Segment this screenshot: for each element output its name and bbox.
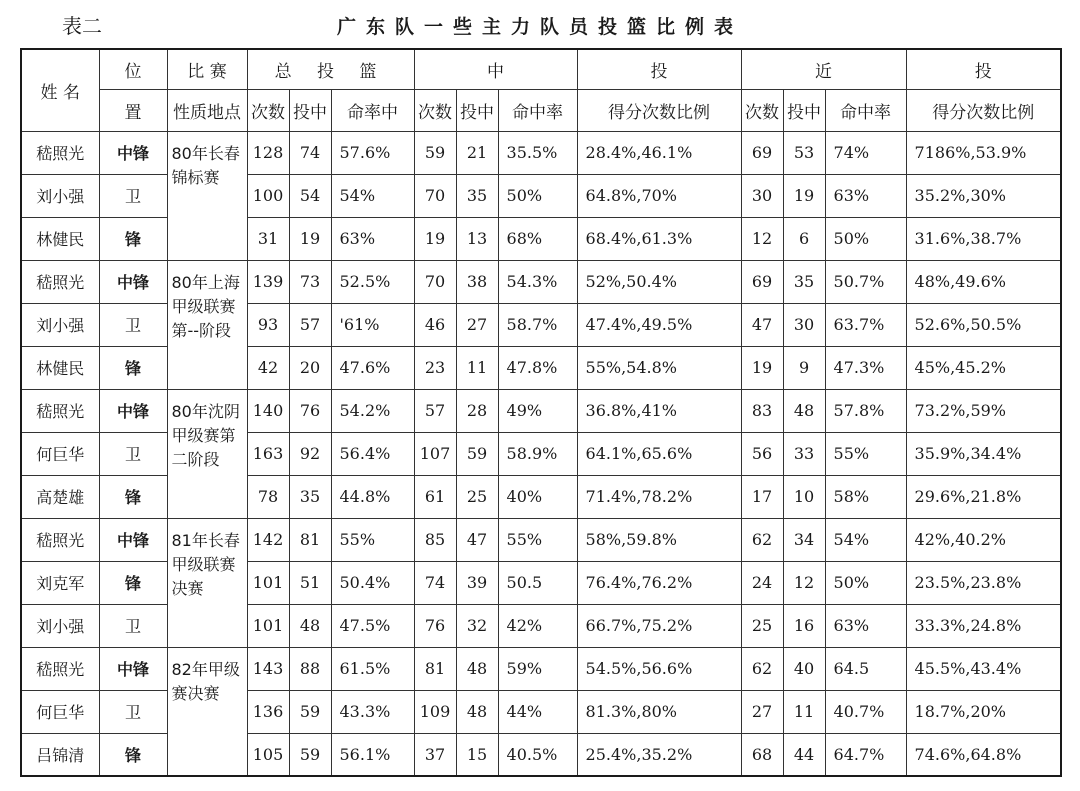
total-made: 74: [289, 131, 331, 174]
near-made: 9: [783, 346, 825, 389]
total-made: 51: [289, 561, 331, 604]
near-rate: 50.7%: [825, 260, 906, 303]
near-rate: 55%: [825, 432, 906, 475]
mid-ratio: 64.1%,65.6%: [577, 432, 741, 475]
near-rate: 54%: [825, 518, 906, 561]
near-rate: 64.5: [825, 647, 906, 690]
total-made: 20: [289, 346, 331, 389]
mid-rate: 44%: [498, 690, 577, 733]
total-attempts: 105: [247, 733, 289, 776]
mid-attempts: 61: [414, 475, 456, 518]
player-position: 锋: [99, 346, 167, 389]
near-ratio: 23.5%,23.8%: [906, 561, 1061, 604]
subheader-total-attempts: 次数: [247, 89, 289, 131]
subheader-total-rate: 命率中: [331, 89, 414, 131]
player-position: 锋: [99, 475, 167, 518]
header-close-range-b: 投: [906, 49, 1061, 89]
total-rate: 54.2%: [331, 389, 414, 432]
mid-made: 13: [456, 217, 498, 260]
near-made: 19: [783, 174, 825, 217]
player-name: 何巨华: [21, 432, 99, 475]
total-rate: 43.3%: [331, 690, 414, 733]
mid-attempts: 74: [414, 561, 456, 604]
total-rate: 47.6%: [331, 346, 414, 389]
mid-made: 59: [456, 432, 498, 475]
subheader-mid-made: 投中: [456, 89, 498, 131]
near-ratio: 35.2%,30%: [906, 174, 1061, 217]
table-row: [21, 131, 1061, 174]
total-rate: 52.5%: [331, 260, 414, 303]
player-name: 刘小强: [21, 303, 99, 346]
mid-attempts: 37: [414, 733, 456, 776]
mid-attempts: 23: [414, 346, 456, 389]
mid-rate: 58.7%: [498, 303, 577, 346]
near-attempts: 27: [741, 690, 783, 733]
mid-rate: 58.9%: [498, 432, 577, 475]
subheader-mid-rate: 命中率: [498, 89, 577, 131]
total-made: 92: [289, 432, 331, 475]
player-position: 锋: [99, 561, 167, 604]
total-made: 59: [289, 690, 331, 733]
near-made: 11: [783, 690, 825, 733]
player-name: 嵇照光: [21, 131, 99, 174]
player-position: 卫: [99, 690, 167, 733]
total-attempts: 163: [247, 432, 289, 475]
mid-rate: 40%: [498, 475, 577, 518]
player-position: 中锋: [99, 518, 167, 561]
near-ratio: 52.6%,50.5%: [906, 303, 1061, 346]
mid-rate: 35.5%: [498, 131, 577, 174]
mid-ratio: 55%,54.8%: [577, 346, 741, 389]
near-ratio: 29.6%,21.8%: [906, 475, 1061, 518]
header-total-shots: 总 投 篮: [247, 49, 414, 89]
player-name: 林健民: [21, 346, 99, 389]
mid-attempts: 70: [414, 174, 456, 217]
near-ratio: 45%,45.2%: [906, 346, 1061, 389]
mid-rate: 55%: [498, 518, 577, 561]
mid-ratio: 52%,50.4%: [577, 260, 741, 303]
near-attempts: 30: [741, 174, 783, 217]
player-name: 刘小强: [21, 174, 99, 217]
total-attempts: 101: [247, 561, 289, 604]
total-attempts: 128: [247, 131, 289, 174]
mid-made: 48: [456, 690, 498, 733]
total-attempts: 140: [247, 389, 289, 432]
mid-made: 35: [456, 174, 498, 217]
mid-attempts: 81: [414, 647, 456, 690]
mid-made: 48: [456, 647, 498, 690]
mid-made: 27: [456, 303, 498, 346]
total-attempts: 78: [247, 475, 289, 518]
near-attempts: 69: [741, 260, 783, 303]
player-name: 嵇照光: [21, 260, 99, 303]
mid-ratio: 64.8%,70%: [577, 174, 741, 217]
near-ratio: 74.6%,64.8%: [906, 733, 1061, 776]
total-made: 57: [289, 303, 331, 346]
near-attempts: 69: [741, 131, 783, 174]
total-attempts: 42: [247, 346, 289, 389]
near-made: 16: [783, 604, 825, 647]
near-attempts: 17: [741, 475, 783, 518]
match-info: 80年沈阴甲级赛第二阶段: [167, 389, 247, 518]
subheader-total-made: 投中: [289, 89, 331, 131]
subheader-near-attempts: 次数: [741, 89, 783, 131]
player-name: 嵇照光: [21, 647, 99, 690]
mid-rate: 54.3%: [498, 260, 577, 303]
player-position: 锋: [99, 733, 167, 776]
total-rate: 54%: [331, 174, 414, 217]
match-info: 82年甲级赛决赛: [167, 647, 247, 776]
near-made: 6: [783, 217, 825, 260]
total-attempts: 100: [247, 174, 289, 217]
near-attempts: 25: [741, 604, 783, 647]
mid-rate: 50.5: [498, 561, 577, 604]
mid-ratio: 68.4%,61.3%: [577, 217, 741, 260]
near-ratio: 33.3%,24.8%: [906, 604, 1061, 647]
mid-ratio: 54.5%,56.6%: [577, 647, 741, 690]
near-made: 10: [783, 475, 825, 518]
near-rate: 50%: [825, 561, 906, 604]
near-rate: 64.7%: [825, 733, 906, 776]
total-attempts: 136: [247, 690, 289, 733]
near-made: 12: [783, 561, 825, 604]
player-position: 锋: [99, 217, 167, 260]
mid-made: 25: [456, 475, 498, 518]
table-row: [21, 518, 1061, 561]
player-name: 林健民: [21, 217, 99, 260]
near-attempts: 19: [741, 346, 783, 389]
mid-made: 47: [456, 518, 498, 561]
near-made: 33: [783, 432, 825, 475]
total-made: 35: [289, 475, 331, 518]
near-attempts: 83: [741, 389, 783, 432]
total-rate: 50.4%: [331, 561, 414, 604]
player-name: 刘克军: [21, 561, 99, 604]
near-rate: 63%: [825, 604, 906, 647]
near-attempts: 68: [741, 733, 783, 776]
total-rate: 47.5%: [331, 604, 414, 647]
total-made: 73: [289, 260, 331, 303]
near-rate: 47.3%: [825, 346, 906, 389]
header-match-bottom: 性质地点: [167, 89, 247, 131]
mid-ratio: 58%,59.8%: [577, 518, 741, 561]
mid-ratio: 71.4%,78.2%: [577, 475, 741, 518]
subheader-near-made: 投中: [783, 89, 825, 131]
total-attempts: 31: [247, 217, 289, 260]
mid-rate: 49%: [498, 389, 577, 432]
player-position: 卫: [99, 432, 167, 475]
total-attempts: 143: [247, 647, 289, 690]
near-attempts: 12: [741, 217, 783, 260]
total-made: 81: [289, 518, 331, 561]
near-made: 48: [783, 389, 825, 432]
near-ratio: 35.9%,34.4%: [906, 432, 1061, 475]
mid-rate: 40.5%: [498, 733, 577, 776]
mid-ratio: 76.4%,76.2%: [577, 561, 741, 604]
mid-attempts: 107: [414, 432, 456, 475]
player-position: 卫: [99, 174, 167, 217]
header-position-top: 位: [99, 49, 167, 89]
near-ratio: 31.6%,38.7%: [906, 217, 1061, 260]
near-rate: 63%: [825, 174, 906, 217]
near-rate: 63.7%: [825, 303, 906, 346]
subheader-near-ratio: 得分次数比例: [906, 89, 1061, 131]
near-made: 34: [783, 518, 825, 561]
player-position: 中锋: [99, 131, 167, 174]
near-ratio: 42%,40.2%: [906, 518, 1061, 561]
header-name: 姓 名: [21, 49, 99, 131]
mid-attempts: 85: [414, 518, 456, 561]
total-attempts: 93: [247, 303, 289, 346]
total-rate: 61.5%: [331, 647, 414, 690]
near-ratio: 7186%,53.9%: [906, 131, 1061, 174]
mid-ratio: 25.4%,35.2%: [577, 733, 741, 776]
table-row: [21, 647, 1061, 690]
near-made: 35: [783, 260, 825, 303]
mid-rate: 68%: [498, 217, 577, 260]
player-name: 高楚雄: [21, 475, 99, 518]
total-made: 59: [289, 733, 331, 776]
total-made: 88: [289, 647, 331, 690]
match-info: 81年长春甲级联赛决赛: [167, 518, 247, 647]
subheader-mid-attempts: 次数: [414, 89, 456, 131]
mid-ratio: 36.8%,41%: [577, 389, 741, 432]
near-made: 44: [783, 733, 825, 776]
total-rate: 44.8%: [331, 475, 414, 518]
total-rate: 56.1%: [331, 733, 414, 776]
mid-ratio: 81.3%,80%: [577, 690, 741, 733]
near-attempts: 62: [741, 518, 783, 561]
total-rate: 63%: [331, 217, 414, 260]
near-attempts: 24: [741, 561, 783, 604]
total-made: 76: [289, 389, 331, 432]
near-ratio: 73.2%,59%: [906, 389, 1061, 432]
mid-ratio: 28.4%,46.1%: [577, 131, 741, 174]
total-attempts: 142: [247, 518, 289, 561]
player-position: 中锋: [99, 260, 167, 303]
near-made: 30: [783, 303, 825, 346]
near-attempts: 62: [741, 647, 783, 690]
player-name: 何巨华: [21, 690, 99, 733]
mid-made: 32: [456, 604, 498, 647]
near-ratio: 48%,49.6%: [906, 260, 1061, 303]
near-made: 53: [783, 131, 825, 174]
match-info: 80年长春锦标赛: [167, 131, 247, 260]
player-position: 中锋: [99, 389, 167, 432]
total-rate: 55%: [331, 518, 414, 561]
near-rate: 50%: [825, 217, 906, 260]
total-made: 48: [289, 604, 331, 647]
near-ratio: 45.5%,43.4%: [906, 647, 1061, 690]
near-rate: 57.8%: [825, 389, 906, 432]
near-attempts: 47: [741, 303, 783, 346]
header-close-range-a: 近: [741, 49, 906, 89]
mid-made: 38: [456, 260, 498, 303]
total-attempts: 101: [247, 604, 289, 647]
mid-made: 15: [456, 733, 498, 776]
mid-attempts: 70: [414, 260, 456, 303]
mid-attempts: 59: [414, 131, 456, 174]
player-name: 吕锦清: [21, 733, 99, 776]
mid-rate: 47.8%: [498, 346, 577, 389]
mid-rate: 50%: [498, 174, 577, 217]
subheader-mid-ratio: 得分次数比例: [577, 89, 741, 131]
mid-rate: 59%: [498, 647, 577, 690]
mid-attempts: 109: [414, 690, 456, 733]
near-ratio: 18.7%,20%: [906, 690, 1061, 733]
mid-attempts: 46: [414, 303, 456, 346]
player-name: 嵇照光: [21, 389, 99, 432]
shooting-stats-table: [20, 48, 1062, 777]
mid-attempts: 76: [414, 604, 456, 647]
player-name: 刘小强: [21, 604, 99, 647]
mid-rate: 42%: [498, 604, 577, 647]
player-position: 卫: [99, 604, 167, 647]
total-made: 54: [289, 174, 331, 217]
subheader-near-rate: 命中率: [825, 89, 906, 131]
match-info: 80年上海甲级联赛第--阶段: [167, 260, 247, 389]
total-attempts: 139: [247, 260, 289, 303]
mid-made: 21: [456, 131, 498, 174]
near-attempts: 56: [741, 432, 783, 475]
table-row: [21, 389, 1061, 432]
header-position-bottom: 置: [99, 89, 167, 131]
header-mid-range-b: 投: [577, 49, 741, 89]
table-title: 广东队一些主力队员投篮比例表: [336, 16, 743, 38]
total-rate: 56.4%: [331, 432, 414, 475]
mid-attempts: 57: [414, 389, 456, 432]
table-row: [21, 260, 1061, 303]
mid-made: 39: [456, 561, 498, 604]
player-name: 嵇照光: [21, 518, 99, 561]
table-label: 表二: [62, 14, 102, 38]
header-match-top: 比 赛: [167, 49, 247, 89]
near-rate: 58%: [825, 475, 906, 518]
near-made: 40: [783, 647, 825, 690]
near-rate: 40.7%: [825, 690, 906, 733]
total-rate: '61%: [331, 303, 414, 346]
header-mid-range-a: 中: [414, 49, 577, 89]
near-rate: 74%: [825, 131, 906, 174]
total-made: 19: [289, 217, 331, 260]
player-position: 卫: [99, 303, 167, 346]
mid-attempts: 19: [414, 217, 456, 260]
total-rate: 57.6%: [331, 131, 414, 174]
mid-ratio: 66.7%,75.2%: [577, 604, 741, 647]
mid-made: 28: [456, 389, 498, 432]
mid-made: 11: [456, 346, 498, 389]
player-position: 中锋: [99, 647, 167, 690]
mid-ratio: 47.4%,49.5%: [577, 303, 741, 346]
